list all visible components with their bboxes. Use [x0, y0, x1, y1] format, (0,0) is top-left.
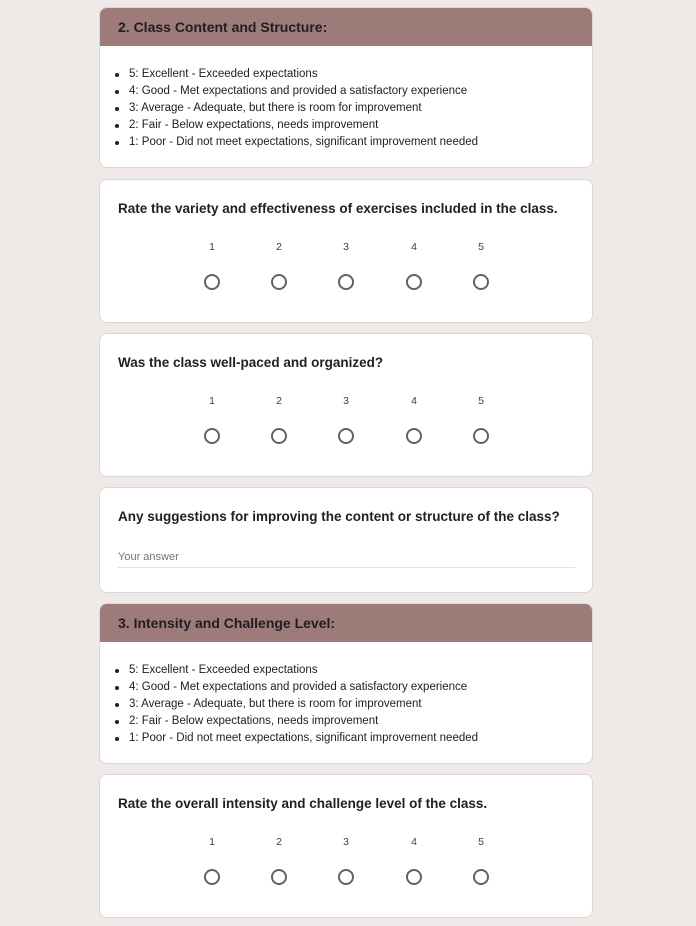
scale-label-5: 5 [478, 836, 484, 848]
question-variety-card [99, 179, 593, 323]
radio-option-5[interactable] [473, 869, 489, 885]
legend-item: 1: Poor - Did not meet expectations, significant improvement needed [129, 730, 592, 747]
scale-label-2: 2 [276, 241, 282, 253]
radio-option-1[interactable] [204, 428, 220, 444]
question-pacing-card [99, 333, 593, 477]
rating-legend [100, 46, 592, 151]
legend-item: 2: Fair - Below expectations, needs improvement [129, 713, 592, 730]
rating-legend [100, 642, 592, 747]
scale-label-2: 2 [276, 395, 282, 407]
scale-label-3: 3 [343, 241, 349, 253]
radio-option-5[interactable] [473, 428, 489, 444]
radio-option-4[interactable] [406, 869, 422, 885]
legend-item: 4: Good - Met expectations and provided a satisfactory experience [129, 83, 592, 100]
scale-label-4: 4 [411, 836, 417, 848]
scale-label-5: 5 [478, 241, 484, 253]
legend-item: 4: Good - Met expectations and provided a satisfactory experience [129, 679, 592, 696]
question-title: Was the class well-paced and organized? [118, 355, 384, 370]
section-2-card [99, 7, 593, 168]
radio-option-1[interactable] [204, 274, 220, 290]
question-title: Rate the variety and effectiveness of exercises included in the class. [118, 201, 558, 216]
radio-option-2[interactable] [271, 428, 287, 444]
radio-option-3[interactable] [338, 274, 354, 290]
section-2-title: 2. Class Content and Structure: [100, 8, 592, 46]
radio-option-3[interactable] [338, 428, 354, 444]
radio-option-1[interactable] [204, 869, 220, 885]
radio-option-4[interactable] [406, 274, 422, 290]
question-intensity-card [99, 774, 593, 918]
scale-label-4: 4 [411, 395, 417, 407]
scale-label-3: 3 [343, 836, 349, 848]
radio-option-5[interactable] [473, 274, 489, 290]
legend-item: 5: Excellent - Exceeded expectations [129, 66, 592, 83]
scale-label-2: 2 [276, 836, 282, 848]
question-title: Any suggestions for improving the content or structure of the class? [118, 509, 560, 524]
scale-label-1: 1 [209, 241, 215, 253]
legend-item: 3: Average - Adequate, but there is room for improvement [129, 696, 592, 713]
scale-label-5: 5 [478, 395, 484, 407]
radio-option-2[interactable] [271, 869, 287, 885]
legend-item: 3: Average - Adequate, but there is room for improvement [129, 100, 592, 117]
radio-option-2[interactable] [271, 274, 287, 290]
radio-option-3[interactable] [338, 869, 354, 885]
answer-input[interactable]: Your answer [118, 551, 575, 568]
section-3-title: 3. Intensity and Challenge Level: [100, 604, 592, 642]
scale-label-4: 4 [411, 241, 417, 253]
scale-label-1: 1 [209, 395, 215, 407]
radio-option-4[interactable] [406, 428, 422, 444]
legend-item: 1: Poor - Did not meet expectations, significant improvement needed [129, 134, 592, 151]
question-suggestions-card [99, 487, 593, 593]
section-3-card [99, 603, 593, 764]
scale-label-1: 1 [209, 836, 215, 848]
scale-label-3: 3 [343, 395, 349, 407]
question-title: Rate the overall intensity and challenge level of the class. [118, 796, 488, 811]
legend-item: 5: Excellent - Exceeded expectations [129, 662, 592, 679]
legend-item: 2: Fair - Below expectations, needs improvement [129, 117, 592, 134]
